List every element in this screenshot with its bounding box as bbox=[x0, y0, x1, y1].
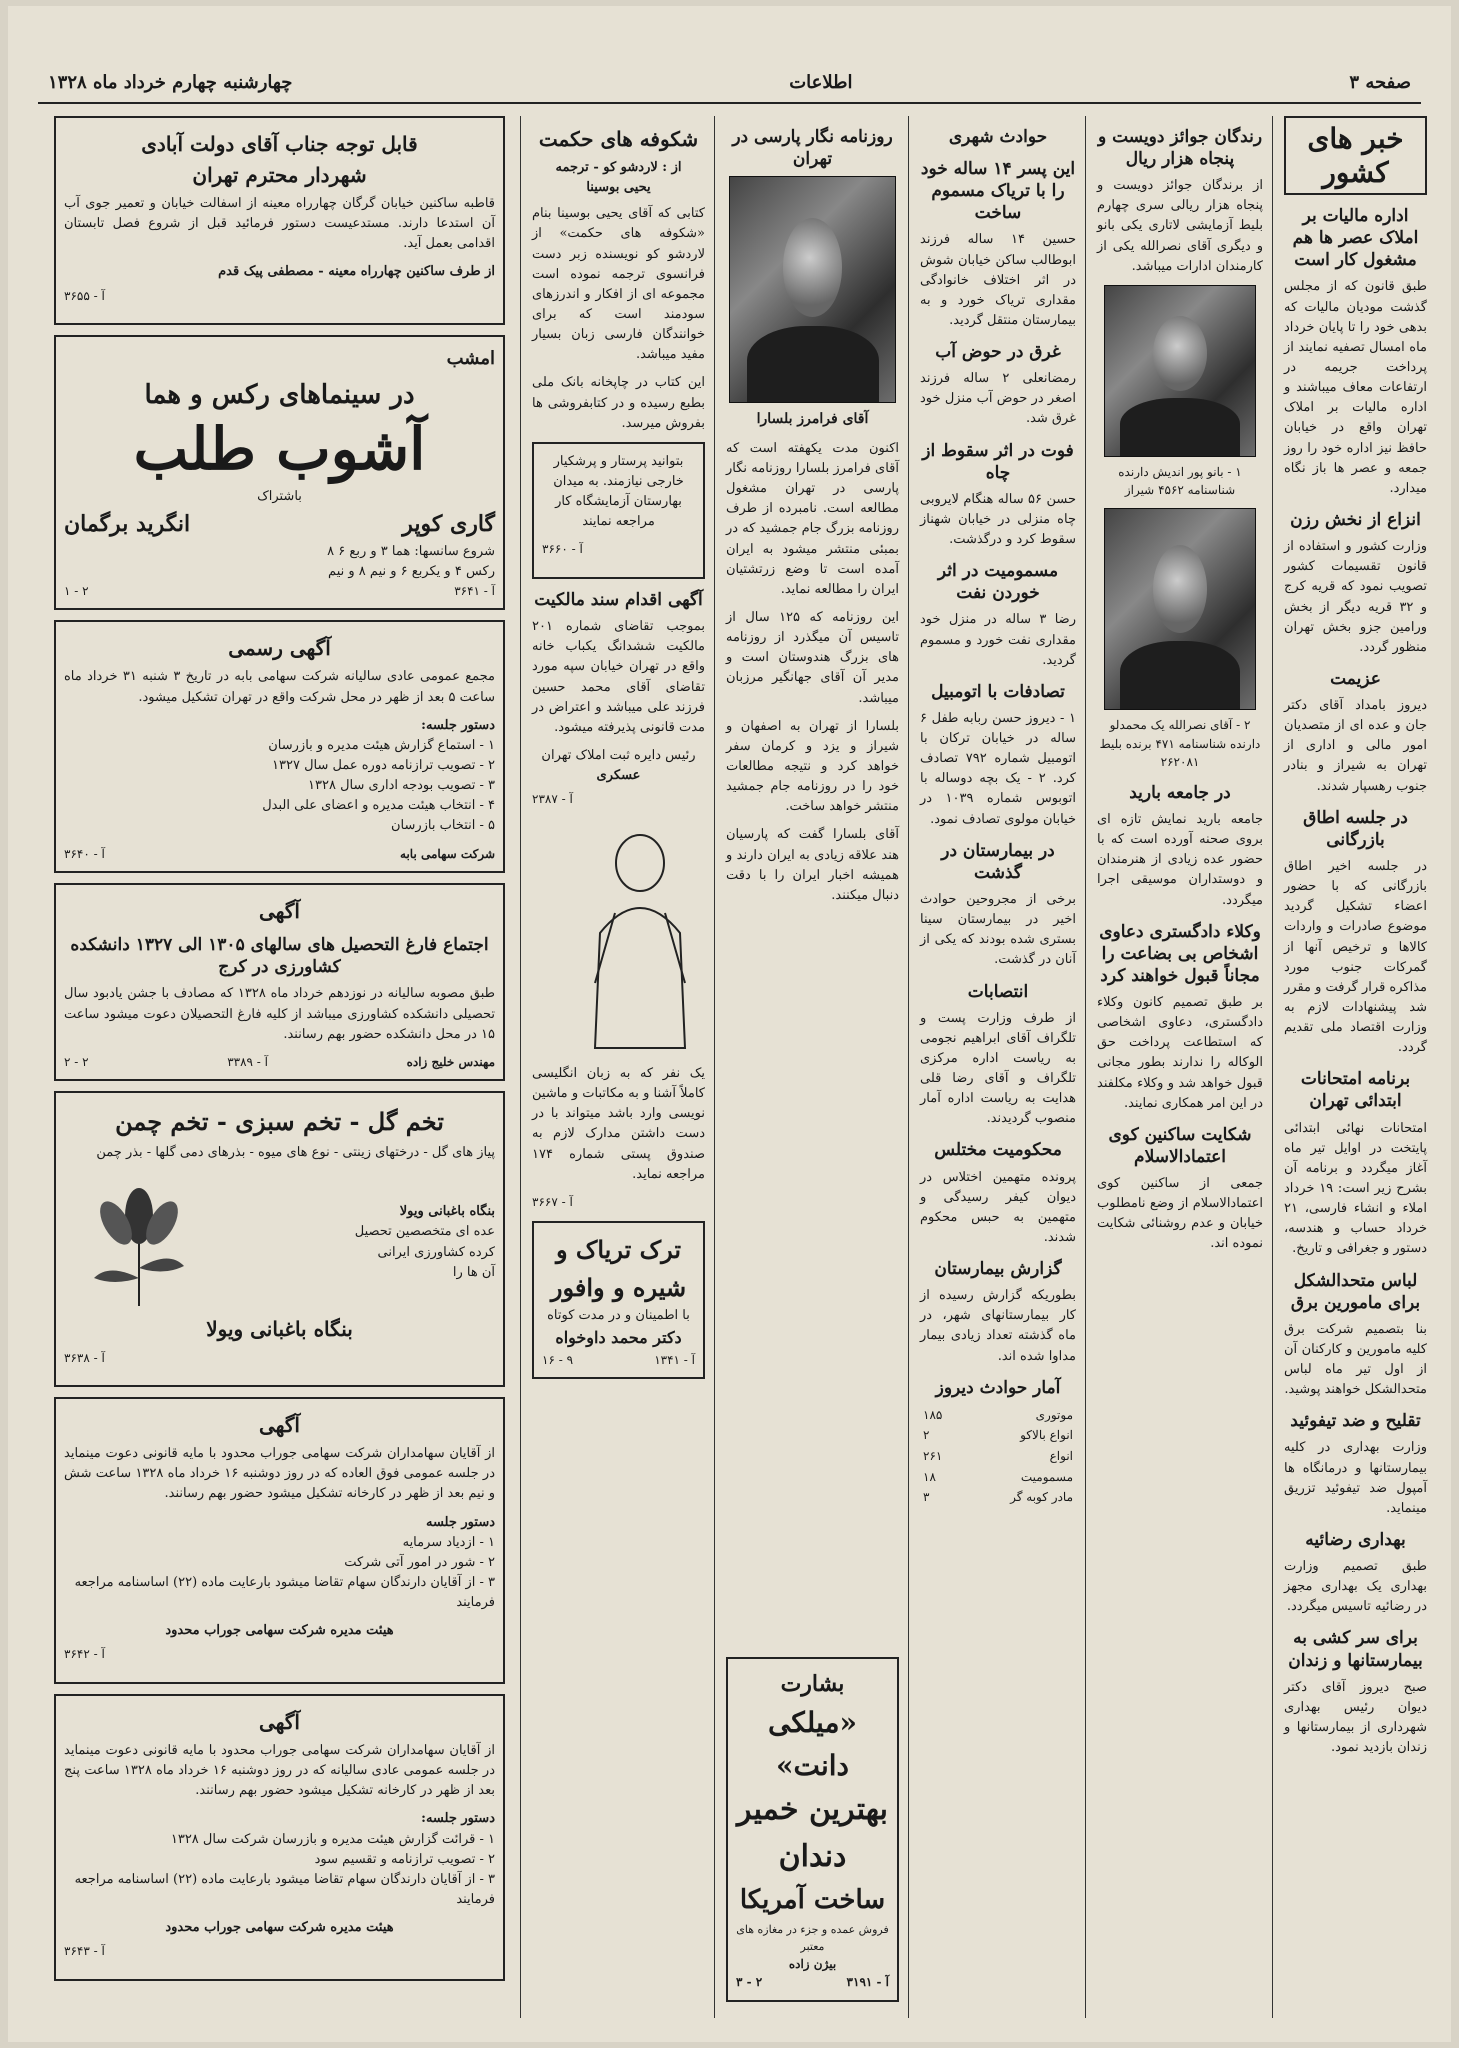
portrait-shoulders bbox=[1120, 398, 1240, 456]
article-heading: این پسر ۱۴ ساله خود را با تریاک مسموم ساخت bbox=[920, 159, 1076, 224]
article-heading: غرق در حوض آب bbox=[935, 342, 1061, 363]
article-heading: در بیمارستان در گذشت bbox=[941, 840, 1055, 883]
ad-code: آ - ۳۶۴۲ bbox=[64, 1647, 105, 1662]
article-body: طبق قانون که از مجلس گذشت مودیان مالیات که بدهی خود را تا پایان خرداد ماه امسال تصفیه نمایند از پرداخت جریمه در ارتفاعات معاف میباشند و اداره مالیات بر املاک تهران واقع در خیابان حافظ نیز اداره خود را روز جمعه و عصر ها باز نگاه میدارد. bbox=[1284, 279, 1427, 496]
ad-code: آ - ۳۶۴۱ bbox=[454, 583, 495, 598]
ad-code: آ - ۳۶۴۳ bbox=[64, 1944, 105, 1959]
article-body: بلسارا از تهران به اصفهان و شیراز و یزد و کرمان سفر خواهد کرد و نتیجه مطالعات خود را در روزنامه جام جمشید منتشر خواهد ساخت. bbox=[726, 718, 899, 815]
notice-body: طبق مصوبه سالیانه در نوزدهم خرداد ماه ۱۳۲۸ که مصادف با جشن یادبود سال تحصیلی دانشکده کشاورزی میباشد از کلیه فارغ التحصیلان دعوت میشود ساعت ۱۵ در محل دانشکده حضور بهم رسانند. bbox=[64, 986, 495, 1042]
article-heading: شکایت ساکنین کوی اعتمادالاسلام bbox=[1108, 1124, 1252, 1167]
flower-leaf bbox=[139, 1258, 184, 1271]
seed-ad-body bbox=[64, 1172, 495, 1314]
ad-codes bbox=[64, 582, 495, 601]
notice-signature: از طرف ساکنین چهارراه معینه - مصطفی پیک قدم bbox=[218, 264, 495, 280]
cinema-label: امشب bbox=[446, 348, 495, 370]
ad-code: آ - ۳۶۶۷ bbox=[532, 1194, 573, 1209]
article-body: بر طبق تصمیم کانون وکلاء دادگستری، دعاوی اشخاصی که استطاعت پرداخت حق الوکاله را ندارند بطور مجانی قبول خواهد شد و وکلاء مکلفند در این امر همکاری نمایند. bbox=[1097, 994, 1263, 1111]
article-body: از برندگان جوائز دویست و پنجاه هزار ریالی سری چهارم بلیط آزمایشی لاتاری یکی بانو و دیگری آقای نصرالله یکی از کارمندان ادارات میباشد. bbox=[1097, 178, 1263, 274]
paper-name: اطلاعات bbox=[789, 71, 853, 93]
stock-notice-1 bbox=[54, 1397, 505, 1684]
article-heading: آگهی اقدام سند مالکیت bbox=[534, 589, 703, 610]
newspaper-page bbox=[8, 6, 1451, 2042]
column-parsi-journalist bbox=[720, 116, 905, 2022]
article-heading: لباس متحدالشکل برای مامورین برق bbox=[1290, 1270, 1421, 1313]
cinema-ad bbox=[54, 335, 505, 610]
article-body: از طرف وزارت پست و تلگراف آقای ابراهیم نجومی به ریاست اداره مرکزی تلگراف و آقای رضا قلی هدایت به ریاست اداره آمار منصوب گردیدند. bbox=[920, 1010, 1076, 1127]
column-lottery bbox=[1091, 116, 1269, 2022]
notice-title: اجتماع فارغ التحصیل های سالهای ۱۳۰۵ الی ۱۳۲۷ دانشکده کشاورزی در کرج bbox=[70, 935, 489, 978]
stats-row bbox=[920, 1446, 1076, 1467]
stats-label: انواع bbox=[1049, 1449, 1073, 1464]
article-body: اکنون مدت یکهفته است که آقای فرامرز بلسارا روزنامه نگار پارسی در تهران مشغول مطالعه است. نامبرده از طرف روزنامه بزرگ جام جمشید که در بمبئی منتشر میشود به ایران آمده است تا وضع زرتشتیان ایران را مطالعه نماید. bbox=[726, 440, 899, 597]
stats-label: موتوری bbox=[1035, 1407, 1073, 1422]
photo-caption: ۲ - آقای نصرالله یک محمدلو دارنده شناسنامه ۴۷۱ برنده بلیط ۲۶۲۰۸۱ bbox=[1099, 718, 1261, 770]
article-body: کتابی که آقای یحیی بوسینا بنام «شکوفه های حکمت» از لاردشو کو نویسنده زبر دست فرانسوی ترجمه نموده است مجموعه ای از افکار و اندرزهای سودمند است که برای خوانندگان فارسی زبان بسیار مفید میباشد. bbox=[532, 206, 705, 363]
ad-title: ترک تریاک و شیره و وافور bbox=[550, 1235, 687, 1302]
photo-caption: ۱ - بانو پور اندیش دارنده شناسنامه ۴۵۶۲ شیراز bbox=[1118, 464, 1242, 498]
article-heading: تصادفات با اتومبیل bbox=[931, 681, 1065, 702]
stats-value: ۲ bbox=[923, 1428, 930, 1443]
notice-signature: هیئت مدیره شرکت سهامی جوراب محدود bbox=[165, 1920, 394, 1936]
journalist-photo bbox=[729, 176, 896, 403]
article-body: ۱ - دیروز حسن ربابه طفل ۶ ساله در خیابان ترکان با اتومبیل شماره ۷۹۲ تصادف کرد. ۲ - یک بچه دوساله با اتوبوس شماره ۱۰۳۹ در خیابان مولوی تصادف نمود. bbox=[920, 710, 1077, 827]
agenda-title: دستور جلسه bbox=[425, 1514, 495, 1530]
ad-code: آ - ۱۳۴۱ bbox=[654, 1352, 695, 1367]
stats-row bbox=[920, 1487, 1076, 1508]
ad-code: آ - ۳۶۵۵ bbox=[64, 288, 105, 303]
seed-ad bbox=[54, 1091, 505, 1387]
agenda-item: ۲ - شور در امور آتی شرکت bbox=[344, 1554, 495, 1570]
toothpaste-ad bbox=[726, 1657, 899, 2002]
ad-code: آ - ۳۶۳۸ bbox=[64, 1350, 105, 1365]
notice-body: از آقایان سهامداران شرکت سهامی جوراب محدود با مایه قانونی دعوت مینماید در جلسه عمومی عادی سالیانه که در روز دوشنبه ۱۶ خرداد ماه ۱۳۲۸ ساعت پنج بعد از ظهر در کارخانه تشکیل میشود حضور بهم رسانند. bbox=[64, 1742, 495, 1799]
article-heading: بهداری رضائیه bbox=[1305, 1529, 1406, 1550]
article-heading: محکومیت مختلس bbox=[934, 1140, 1062, 1161]
notice-heading: آگهی bbox=[259, 1709, 300, 1734]
article-body: یک نفر که به زبان انگلیسی کاملاً آشنا و به مکاتبات و ماشین نویسی وارد باشد میتواند با در دست داشتن مدارک لازم به صندوق پستی شماره ۱۷۴ مراجعه نماید. bbox=[532, 1065, 705, 1182]
mayor-notice bbox=[54, 116, 505, 325]
column-rule bbox=[1272, 116, 1273, 2018]
winner-photo-1 bbox=[1104, 285, 1256, 457]
agenda-item: ۲ - تصویب ترازنامه و تقسیم سود bbox=[314, 1851, 495, 1867]
showtimes: رکس ۴ و یکربع ۶ و نیم ۸ و نیم bbox=[328, 563, 495, 579]
article-body: این روزنامه که ۱۲۵ سال از تاسیس آن میگذرد از روزنامه های بزرگ هندوستان است و مدیر آن آقای جهانگیر مرزبان میباشد. bbox=[726, 610, 899, 706]
actor-name: گاری کوپر bbox=[402, 511, 495, 538]
article-heading: روزنامه نگار پارسی در تهران bbox=[732, 127, 893, 170]
section-title: خبر های کشور bbox=[1307, 122, 1404, 189]
column-rule bbox=[908, 116, 909, 2018]
article-heading: شکوفه های حکمت bbox=[538, 127, 699, 151]
ad-body: بتوانید پرستار و پرشکیار خارجی نیازمند. به میدان بهارستان آزمایشگاه کار مراجعه نمایند bbox=[553, 453, 684, 530]
flower-illustration bbox=[64, 1178, 214, 1308]
ad-small-text: فروش عمده و جزء در مغازه های معتبر bbox=[736, 1922, 889, 1953]
stats-row bbox=[920, 1425, 1076, 1446]
article-body: صبح دیروز آقای دکتر دیوان رئیس بهداری شهرداری از بیمارستانها و زندان بازدید نمود. bbox=[1284, 1679, 1427, 1756]
notice-body: قاطبه ساکنین خیابان گرگان چهارراه معینه از اسفالت خیابان و تعمیر جوی آب آن استدعا دارند. مستدعیست دستور فرمائید قبل از شروع فصل تابستان اقدامی بعمل آید. bbox=[64, 196, 495, 252]
actor-name: انگرید برگمان bbox=[64, 511, 191, 538]
notice-footer bbox=[64, 1053, 495, 1072]
article-body: در جلسه اخیر اطاق بازرگانی که با حضور اعضاء تشکیل گردید موضوع صادرات و واردات کالاها و ترخیص آنها از گمرکات جنوب مورد مذاکره قرار گرفت و مقرر شد پیشنهادات لازم به وزارت اقتصاد ملی تقدیم گردد. bbox=[1284, 858, 1427, 1056]
notice-heading: آگهی رسمی bbox=[228, 636, 331, 661]
agenda-title: دستور جلسه: bbox=[421, 1811, 495, 1827]
seed-ad-text bbox=[224, 1202, 495, 1283]
agenda-item: ۳ - از آقایان دارندگان سهام تقاضا میشود بارعایت ماده (۲۲) اساسنامه مراجعه فرمایند bbox=[74, 1574, 495, 1611]
article-body: آقای بلسارا گفت که پارسیان هند علاقه زیادی به ایران دارند و همیشه اخبار ایران را با دقت دنبال میکنند. bbox=[726, 827, 899, 903]
portrait-shoulders bbox=[747, 326, 879, 403]
opium-quit-ad bbox=[532, 1221, 705, 1379]
article-body: امتحانات نهائی ابتدائی پایتخت در اوایل تیر ماه آغاز میگردد و برنامه آن بشرح زیر است: ۱۹ خرداد املاء و انشاء فارسی، ۲۱ خرداد حساب و هندسه، دستور و جغرافی و تاریخ. bbox=[1284, 1120, 1427, 1257]
article-heading: مسمومیت در اثر خوردن نفت bbox=[937, 561, 1059, 604]
article-heading: برنامه امتحانات ابتدائی تهران bbox=[1300, 1069, 1411, 1112]
ad-line: عده ای متخصصین تحصیل bbox=[354, 1224, 495, 1240]
stats-label: مادر کوبه گر bbox=[1010, 1490, 1073, 1505]
article-heading: اداره مالیات بر املاک عصر ها هم مشغول کار است bbox=[1292, 206, 1419, 271]
column-rule bbox=[1085, 116, 1086, 2018]
ad-footer: بنگاه باغبانی ویولا bbox=[206, 1316, 353, 1341]
ad-dealer: بیژن زاده bbox=[788, 1956, 837, 1971]
ad-code: آ - ۳۶۶۰ bbox=[542, 542, 583, 557]
stats-title: آمار حوادث دیروز bbox=[935, 1377, 1061, 1398]
stats-value: ۲۶۱ bbox=[923, 1449, 943, 1464]
masthead-rule bbox=[38, 102, 1421, 104]
ad-title: تخم گل - تخم سبزی - تخم چمن bbox=[115, 1107, 444, 1137]
illustration-body bbox=[595, 908, 685, 1048]
issue-date: چهارشنبه چهارم خرداد ماه ۱۳۲۸ bbox=[48, 71, 293, 93]
stats-row bbox=[920, 1405, 1076, 1426]
article-subheading: از : لاردشو کو - ترجمه bbox=[555, 160, 682, 175]
signature: رئیس دایره ثبت املاک تهران bbox=[541, 747, 696, 763]
notice-heading: شهردار محترم تهران bbox=[192, 163, 367, 187]
ad-code: ۲ - ۲ bbox=[64, 1054, 89, 1069]
page-number: صفحه ۳ bbox=[1349, 71, 1411, 93]
article-body: این کتاب در چاپخانه بانک ملی بطبع رسیده و در کتابفروشی ها بفروش میرسد. bbox=[532, 375, 705, 431]
article-heading: انزاع از نخش رزن bbox=[1290, 510, 1421, 531]
incident-stats-table bbox=[920, 1405, 1076, 1508]
article-heading: عزیمت bbox=[1330, 668, 1381, 689]
ad-codes bbox=[542, 1351, 695, 1370]
ad-codes bbox=[736, 1973, 889, 1992]
article-subheading: یحیی بوسینا bbox=[586, 180, 651, 196]
showtimes: شروع سانسها: هما ۳ و ربع ۶ ۸ bbox=[327, 543, 495, 559]
agenda-list bbox=[64, 1830, 495, 1911]
portrait-face bbox=[1153, 316, 1207, 391]
photo-caption: آقای فرامرز بلسارا bbox=[756, 411, 869, 428]
article-body: طبق تصمیم وزارت بهداری یک بهداری مجهز در رضائیه تاسیس میگردد. bbox=[1284, 1559, 1427, 1615]
notice-signature: شرکت سهامی بابه bbox=[400, 846, 495, 861]
column-rule bbox=[520, 116, 521, 2018]
article-body: دیروز بامداد آقای دکتر جان و عده ای از متصدیان امور مالی و اداری از تهران به شیراز و بنادر جنوب رهسپار شدند. bbox=[1284, 698, 1427, 794]
article-heading: برای سر کشی به بیمارستانها و زندان bbox=[1288, 1628, 1423, 1671]
article-body: جامعه بارید نمایش تازه ای بروی صحنه آورده است که با حضور عده زیادی از هنرمندان و دوستداران موسیقی اجرا میگردد. bbox=[1097, 811, 1263, 908]
column-wisdom bbox=[526, 116, 711, 2022]
stock-notice-2 bbox=[54, 1694, 505, 1981]
stats-body bbox=[920, 1405, 1076, 1508]
notice-footer bbox=[64, 845, 495, 864]
portrait-shoulders bbox=[1120, 641, 1240, 709]
notice-heading: آگهی bbox=[259, 899, 300, 924]
ad-body: پیاز های گل - درختهای زینتی - نوع های میوه - بذرهای دمی گلها - بذر چمن bbox=[96, 1145, 495, 1161]
notice-signature: مهندس خلیج زاده bbox=[406, 1054, 495, 1069]
masthead bbox=[48, 64, 1411, 100]
agenda-item: ۲ - تصویب ترازنامه دوره عمل سال ۱۳۲۷ bbox=[272, 758, 495, 774]
article-heading: در جلسه اطاق بازرگانی bbox=[1303, 807, 1408, 850]
agenda-item: ۳ - تصویب بودجه اداری سال ۱۳۲۸ bbox=[308, 778, 495, 794]
article-body: رمضانعلی ۲ ساله فرزند اصغر در حوض آب منزل خود غرق شد. bbox=[920, 371, 1077, 427]
article-body: برخی از مجروحین حوادث اخیر در بیمارستان سینا بستری شده بودند که یکی از آنان در گذشت. bbox=[920, 891, 1076, 968]
column-country-news bbox=[1278, 116, 1433, 2022]
article-heading: گزارش بیمارستان bbox=[934, 1259, 1062, 1280]
cinema-actors bbox=[64, 507, 495, 541]
winner-photo-2 bbox=[1104, 508, 1256, 710]
official-notice bbox=[54, 620, 505, 873]
column-city-incidents bbox=[914, 116, 1082, 2022]
article-heading: فوت در اثر سقوط از چاه bbox=[922, 440, 1074, 483]
ad-subtitle: با اطمینان و در مدت کوتاه bbox=[547, 1307, 690, 1323]
article-body: پرونده متهمین اختلاس در دیوان کیفر رسیدگی و متهمین به حبس محکوم شدند. bbox=[920, 1169, 1076, 1245]
ad-line: آن ها را bbox=[452, 1264, 495, 1280]
ad-line: بهترین خمیر دندان bbox=[737, 1792, 888, 1874]
notice-heading: قابل توجه جناب آقای دولت آبادی bbox=[141, 132, 418, 156]
article-body: جمعی از ساکنین کوی اعتمادالاسلام از وضع نامطلوب خیابان و عدم روشنائی شکایت نموده اند. bbox=[1097, 1175, 1263, 1252]
ad-code: ۹ - ۱۶ bbox=[542, 1352, 574, 1367]
article-body: حسین ۱۴ ساله فرزند ابوطالب ساکن خیابان شوش در اثر اختلاف خانوادگی مقداری تریاک خورد و به بیمارستان منتقل گردید. bbox=[920, 232, 1076, 328]
signature-name: عسکری bbox=[596, 768, 641, 784]
article-heading: تقلیح و ضد تیفوئید bbox=[1290, 1411, 1421, 1432]
ad-doctor: دکتر محمد داوخواه bbox=[555, 1327, 682, 1347]
man-illustration bbox=[575, 823, 705, 1053]
ad-code: ۲ - ۳ bbox=[736, 1975, 763, 1990]
notice-heading: آگهی bbox=[259, 1413, 300, 1438]
agenda-list bbox=[64, 1533, 495, 1614]
stats-value: ۱۸۵ bbox=[923, 1407, 943, 1422]
portrait-face bbox=[783, 218, 842, 317]
agenda-item: ۵ - انتخاب بازرسان bbox=[390, 818, 495, 834]
article-body: بموجب تقاضای شماره ۲۰۱ مالکیت ششدانگ یکباب خانه واقع در تهران خیابان سپه مورد تقاضای آقای محمد حسین فرزند علی میباشد و اعتراض در مدت قانونی پذیرفته میشود. bbox=[532, 619, 705, 735]
article-heading: رندگان جوائز دویست و پنجاه هزار ریال bbox=[1097, 127, 1263, 170]
cinema-intro: در سینماهای رکس و هما bbox=[144, 380, 415, 411]
stats-value: ۱۸ bbox=[923, 1469, 936, 1484]
column-ads bbox=[42, 116, 517, 2022]
agenda-item: ۱ - قرائت گزارش هیئت مدیره و بازرسان شرکت سال ۱۳۲۸ bbox=[170, 1831, 495, 1847]
ad-code: آ - ۳۱۹۱ bbox=[846, 1975, 889, 1990]
stats-value: ۳ bbox=[923, 1490, 930, 1505]
agenda-item: ۴ - انتخاب هیئت مدیره و اعضای علی البدل bbox=[262, 798, 495, 814]
agenda-item: ۱ - استماع گزارش هیئت مدیره و بازرسان bbox=[268, 737, 495, 753]
section-title-box bbox=[1284, 116, 1427, 195]
cinema-with: باشتراک bbox=[257, 489, 302, 505]
notice-body: مجمع عمومی عادی سالیانه شرکت سهامی بابه در تاریخ ۳ شنبه ۳۱ خرداد ماه ساعت ۵ بعد از ظهر در محل شرکت واقع در تهران تشکیل میشود. bbox=[64, 669, 495, 705]
article-heading: انتصابات bbox=[967, 981, 1029, 1002]
article-heading: در جامعه بارید bbox=[1129, 782, 1231, 803]
ad-brand: «میلکی دانت» bbox=[767, 1705, 858, 1783]
stats-label: مسمومیت bbox=[1020, 1469, 1073, 1484]
article-body: وزارت بهداری در کلیه بیمارستانها و درمانگاه ها آمپول ضد تیفوئید تزریق مینماید. bbox=[1284, 1440, 1427, 1516]
portrait-face bbox=[1153, 545, 1207, 633]
column-rule bbox=[714, 116, 715, 2018]
article-body: وزارت کشور و استفاده از قانون تقسیمات کشور تصویب نمود که قریه کرج و ۳۲ قریه دیگر از بخش ورامین جزو بخش تهران منظور گردد. bbox=[1284, 539, 1427, 655]
ad-code: ۲ - ۱ bbox=[64, 583, 89, 598]
agenda-item: ۳ - از آقایان دارندگان سهام تقاضا میشود بارعایت ماده (۲۲) اساسنامه مراجعه فرمایند bbox=[74, 1871, 495, 1907]
flower-leaf bbox=[94, 1270, 139, 1282]
ad-title: بشارت bbox=[780, 1670, 845, 1697]
stats-row bbox=[920, 1467, 1076, 1488]
agenda-title: دستور جلسه: bbox=[421, 717, 495, 733]
ad-line: کرده کشاورزی ایرانی bbox=[377, 1244, 495, 1260]
nurse-ad bbox=[532, 442, 705, 579]
stats-label: انواع بالاکو bbox=[1020, 1428, 1073, 1443]
ad-code: آ - ۲۳۸۷ bbox=[532, 792, 573, 807]
ad-shop: بنگاه باغبانی ویولا bbox=[399, 1204, 495, 1220]
article-body: بطوریکه گزارش رسیده از کار بیمارستانهای شهر، در ماه گذشته تعداد زیادی بیمار مداوا شده اند. bbox=[920, 1288, 1076, 1364]
article-heading: وکلاء دادگستری دعاوی اشخاص بی بضاعت را مجاناً قبول خواهند کرد bbox=[1099, 921, 1261, 986]
ad-line: ساخت آمریکا bbox=[739, 1885, 886, 1916]
ad-code: آ - ۳۶۴۰ bbox=[64, 846, 105, 861]
ad-code: آ - ۳۳۸۹ bbox=[227, 1054, 268, 1069]
film-title: آشوب طلب bbox=[133, 414, 426, 483]
article-body: حسن ۵۶ ساله هنگام لایروبی چاه منزلی در خیابان شهناز سقوط کرد و درگذشت. bbox=[920, 491, 1076, 548]
agenda-list bbox=[64, 736, 495, 837]
article-body: رضا ۳ ساله در منزل خود مقداری نفت خورد و مسموم گردید. bbox=[920, 612, 1076, 668]
notice-signature: هیئت مدیره شرکت سهامی جوراب محدود bbox=[165, 1623, 394, 1639]
notice-body: از آقایان سهامداران شرکت سهامی جوراب محدود با مایه قانونی دعوت مینماید در جلسه عمومی فوق العاده که در روز دوشنبه ۱۶ خرداد ماه ۱۳۲۸ ساعت شش و نیم بعد از ظهر در کارخانه تشکیل میشود حضور بهم رسانند. bbox=[64, 1446, 496, 1502]
illustration-head bbox=[616, 835, 664, 891]
article-heading: حوادث شهری bbox=[948, 127, 1048, 147]
agenda-item: ۱ - ازدیاد سرمایه bbox=[402, 1534, 495, 1550]
article-body: بنا بتصمیم شرکت برق کلیه مامورین و کارکنان آن از اول تیر ماه لباس متحدالشکل خواهند پوشید. bbox=[1284, 1321, 1427, 1398]
graduates-notice bbox=[54, 883, 505, 1081]
